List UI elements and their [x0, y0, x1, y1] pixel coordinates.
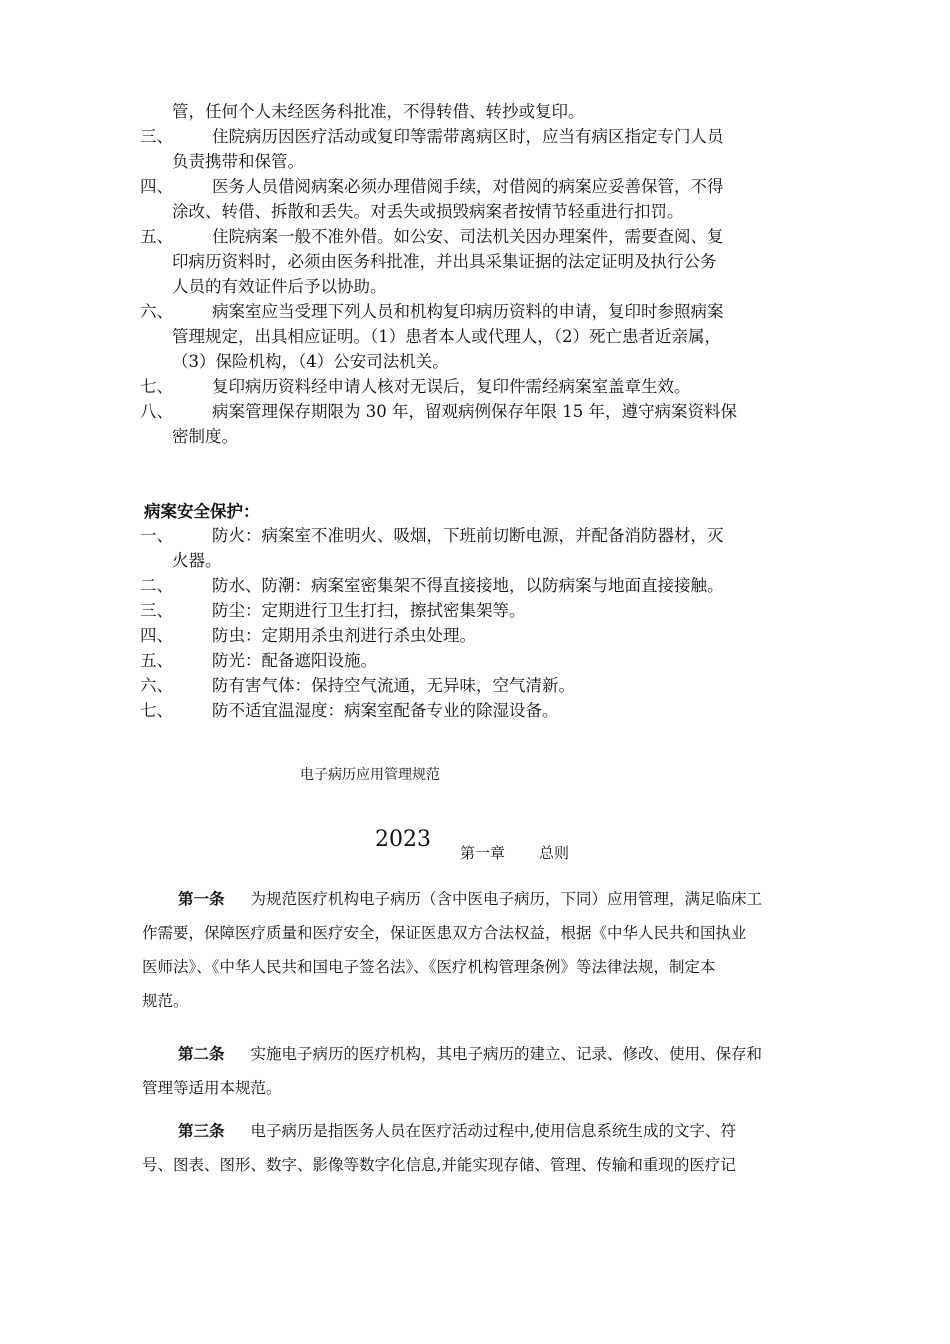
chapter-name: 总则	[539, 844, 570, 862]
list-item	[140, 698, 810, 723]
article-text: 规范。	[142, 992, 189, 1010]
list-text: 复印病历资料经申请人核对无误后，复印件需经病案室盖章生效。	[212, 377, 691, 396]
article-text: 管理等适用本规范。	[142, 1079, 282, 1097]
list-number: 二、	[140, 576, 173, 595]
list-item-continuation: 管，任何个人未经医务科批准，不得转借、转抄或复印。	[172, 102, 585, 121]
chapter-heading	[460, 842, 569, 863]
list-item	[140, 573, 810, 598]
list-number: 一、	[140, 526, 173, 545]
list-item	[140, 648, 810, 673]
article-text: 为规范医疗机构电子病历（含中医电子病历，下同）应用管理，满足临床工	[250, 890, 763, 908]
article-label: 第二条	[178, 1044, 225, 1063]
article-text: 电子病历是指医务人员在医疗活动过程中,使用信息系统生成的文字、符	[250, 1122, 736, 1140]
list-text: 防不适宜温湿度：病案室配备专业的除湿设备。	[212, 701, 559, 720]
document-title: 电子病历应用管理规范	[300, 767, 440, 783]
article-label: 第三条	[178, 1121, 225, 1140]
article-text: 作需要，保障医疗质量和医疗安全，保证医患双方合法权益，根据《中华人民共和国执业	[142, 924, 747, 942]
list-text-cont: 负责携带和保管。	[172, 152, 304, 171]
list-text: 防虫：定期用杀虫剂进行杀虫处理。	[212, 626, 476, 645]
list-text: 住院病历因医疗活动或复印等需带离病区时，应当有病区指定专门人员	[212, 127, 724, 146]
list-text-cont: 密制度。	[172, 427, 238, 446]
article-text: 号、图表、图形、数字、影像等数字化信息,并能实现存储、管理、传输和重现的医疗记	[142, 1156, 736, 1174]
list-text-cont: 火器。	[172, 551, 222, 570]
list-text: 医务人员借阅病案必须办理借阅手续，对借阅的病案应妥善保管，不得	[212, 177, 724, 196]
list-number: 四、	[140, 626, 173, 645]
list-text: 防光：配备遮阳设施。	[212, 651, 377, 670]
list-text: 防水、防潮：病案室密集架不得直接接地，以防病案与地面直接接触。	[212, 576, 724, 595]
article-2	[142, 1037, 812, 1105]
list-text-cont: 涂改、转借、拆散和丢失。对丢失或损毁病案者按情节轻重进行扣罚。	[172, 202, 684, 221]
list-text: 住院病案一般不准外借。如公安、司法机关因办理案件，需要查阅、复	[212, 227, 724, 246]
list-text-cont: （3）保险机构，（4）公安司法机关。	[172, 352, 449, 371]
list-text: 防有害气体：保持空气流通，无异味，空气清新。	[212, 676, 575, 695]
list-number: 三、	[140, 127, 173, 146]
list-text: 防火：病案室不准明火、吸烟，下班前切断电源，并配备消防器材，灭	[212, 526, 724, 545]
article-1	[142, 882, 812, 1018]
list-item	[140, 399, 810, 449]
list-number: 六、	[140, 302, 173, 321]
list-item	[140, 224, 810, 299]
list-number: 七、	[140, 701, 173, 720]
section-heading: 病案安全保护：	[144, 502, 260, 521]
list-item	[140, 174, 810, 224]
list-number: 三、	[140, 601, 173, 620]
list-text: 防尘：定期进行卫生打扫，擦拭密集架等。	[212, 601, 526, 620]
list-text-cont: 管理规定，出具相应证明。（1）患者本人或代理人，（2）死亡患者近亲属，	[172, 327, 721, 346]
list-number: 六、	[140, 676, 173, 695]
list-number: 四、	[140, 177, 173, 196]
year-label: 2023	[375, 827, 431, 852]
safety-list	[140, 523, 810, 723]
records-rules-list	[140, 99, 810, 449]
list-item	[140, 124, 810, 174]
list-item	[140, 299, 810, 374]
list-text: 病案管理保存期限为 30 年，留观病例保存年限 15 年，遵守病案资料保	[212, 402, 737, 421]
list-number: 八、	[140, 402, 173, 421]
article-label: 第一条	[178, 889, 225, 908]
list-text-cont: 印病历资料时，必须由医务科批准，并出具采集证据的法定证明及执行公务	[172, 252, 717, 271]
list-number: 五、	[140, 651, 173, 670]
list-text: 病案室应当受理下列人员和机构复印病历资料的申请，复印时参照病案	[212, 302, 724, 321]
list-item	[140, 374, 810, 399]
list-item	[140, 673, 810, 698]
list-number: 五、	[140, 227, 173, 246]
article-3	[142, 1114, 812, 1182]
list-text-cont: 人员的有效证件后予以协助。	[172, 277, 387, 296]
list-number: 七、	[140, 377, 173, 396]
chapter-number: 第一章	[460, 844, 506, 862]
list-item	[140, 523, 810, 573]
article-text: 医师法》、《中华人民共和国电子签名法》、《医疗机构管理条例》等法律法规，制定本	[142, 958, 716, 976]
list-item	[140, 623, 810, 648]
article-text: 实施电子病历的医疗机构，其电子病历的建立、记录、修改、使用、保存和	[250, 1045, 763, 1063]
list-item	[140, 598, 810, 623]
